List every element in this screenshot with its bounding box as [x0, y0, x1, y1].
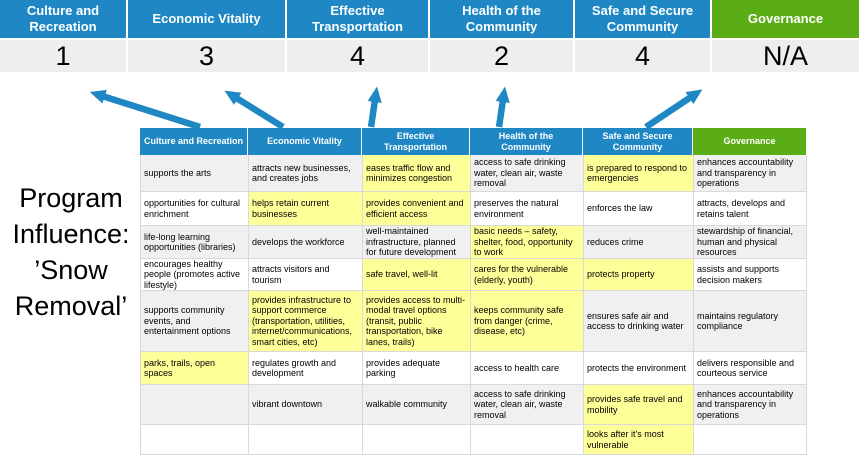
- matrix-cell: [249, 425, 363, 455]
- matrix-cell: opportunities for cultural enrichment: [141, 192, 249, 226]
- matrix-header-health: Health of the Community: [470, 128, 583, 155]
- scoreboard-header-safety: Safe and Secure Community: [575, 0, 712, 38]
- arrow-up-left-icon: [96, 94, 200, 127]
- matrix-header-row: [140, 128, 806, 155]
- score-value: 1: [0, 38, 128, 72]
- arrow-up-left-icon: [230, 94, 283, 127]
- scoreboard-header-transportation: Effective Transportation: [287, 0, 430, 38]
- scoreboard: [0, 0, 859, 72]
- score-value: 2: [430, 38, 575, 72]
- matrix-cell: access to safe drinking water, clean air, waste removal: [471, 385, 584, 425]
- score-value: 4: [575, 38, 712, 72]
- matrix-cell: encourages healthy people (promotes active lifestyle): [141, 259, 249, 291]
- matrix-cell: attracts new businesses, and creates jobs: [249, 155, 363, 192]
- matrix-cell: enhances accountability and transparency in operations: [694, 385, 807, 425]
- matrix-cell: safe travel, well-lit: [363, 259, 471, 291]
- page-title-line: Influence:: [12, 219, 130, 249]
- scoreboard-header-health: Health of the Community: [430, 0, 575, 38]
- arrow-up-icon: [371, 93, 376, 127]
- matrix-cell: basic needs – safety, shelter, food, opportunity to work: [471, 226, 584, 259]
- matrix-cell: is prepared to respond to emergencies: [584, 155, 694, 192]
- arrow-up-right-icon: [646, 93, 697, 127]
- matrix-header-transportation: Effective Transportation: [362, 128, 470, 155]
- matrix-cell: attracts, develops and retains talent: [694, 192, 807, 226]
- page-title: [0, 180, 142, 324]
- matrix-cell: regulates growth and development: [249, 352, 363, 385]
- scoreboard-header-governance: Governance: [712, 0, 859, 38]
- matrix-cell: [363, 425, 471, 455]
- matrix-cell: vibrant downtown: [249, 385, 363, 425]
- matrix-cell: enforces the law: [584, 192, 694, 226]
- matrix-cell: provides adequate parking: [363, 352, 471, 385]
- matrix-cell: provides convenient and efficient access: [363, 192, 471, 226]
- matrix-cell: walkable community: [363, 385, 471, 425]
- matrix-cell: provides access to multi-modal travel options (transit, public transportation, bike lanes, trails): [363, 291, 471, 352]
- matrix-cell: preserves the natural environment: [471, 192, 584, 226]
- scoreboard-score-row: [0, 38, 859, 72]
- matrix-cell: [141, 385, 249, 425]
- matrix-header-governance: Governance: [693, 128, 806, 155]
- arrow-up-icon: [499, 93, 504, 127]
- matrix-cell: ensures safe air and access to drinking water: [584, 291, 694, 352]
- matrix-cell: supports community events, and entertainment options: [141, 291, 249, 352]
- matrix-cell: keeps community safe from danger (crime, disease, etc): [471, 291, 584, 352]
- scoreboard-header-culture: Culture and Recreation: [0, 0, 128, 38]
- score-value: N/A: [712, 38, 859, 72]
- matrix-header-safety: Safe and Secure Community: [583, 128, 693, 155]
- page-title-line: ’Snow: [34, 255, 108, 285]
- matrix-cell: eases traffic flow and minimizes congestion: [363, 155, 471, 192]
- matrix-cell: looks after it's most vulnerable: [584, 425, 694, 455]
- influence-matrix: [140, 128, 806, 455]
- matrix-cell: access to safe drinking water, clean air, waste removal: [471, 155, 584, 192]
- matrix-cell: enhances accountability and transparency in operations: [694, 155, 807, 192]
- scoreboard-header-economic: Economic Vitality: [128, 0, 287, 38]
- matrix-cell: delivers responsible and courteous service: [694, 352, 807, 385]
- matrix-header-culture: Culture and Recreation: [140, 128, 248, 155]
- matrix-cell: helps retain current businesses: [249, 192, 363, 226]
- page-title-line: Program: [19, 183, 123, 213]
- matrix-cell: develops the workforce: [249, 226, 363, 259]
- matrix-header-economic: Economic Vitality: [248, 128, 362, 155]
- matrix-cell: protects property: [584, 259, 694, 291]
- matrix-cell: access to health care: [471, 352, 584, 385]
- matrix-cell: attracts visitors and tourism: [249, 259, 363, 291]
- matrix-cell: parks, trails, open spaces: [141, 352, 249, 385]
- matrix-cell: protects the environment: [584, 352, 694, 385]
- matrix-cell: [471, 425, 584, 455]
- matrix-cell: cares for the vulnerable (elderly, youth): [471, 259, 584, 291]
- influence-arrows: [0, 80, 859, 130]
- matrix-cell: maintains regulatory compliance: [694, 291, 807, 352]
- matrix-body: [140, 155, 806, 455]
- matrix-cell: assists and supports decision makers: [694, 259, 807, 291]
- page-title-line: Removal’: [14, 291, 128, 321]
- matrix-cell: provides safe travel and mobility: [584, 385, 694, 425]
- score-value: 3: [128, 38, 287, 72]
- matrix-cell: supports the arts: [141, 155, 249, 192]
- matrix-cell: reduces crime: [584, 226, 694, 259]
- matrix-cell: [141, 425, 249, 455]
- scoreboard-header-row: [0, 0, 859, 38]
- matrix-cell: stewardship of financial, human and physical resources: [694, 226, 807, 259]
- score-value: 4: [287, 38, 430, 72]
- matrix-cell: life-long learning opportunities (libraries): [141, 226, 249, 259]
- matrix-cell: [694, 425, 807, 455]
- matrix-cell: well-maintained infrastructure, planned for future development: [363, 226, 471, 259]
- matrix-cell: provides infrastructure to support commerce (transportation, utilities, internet/communications, smart cities, etc): [249, 291, 363, 352]
